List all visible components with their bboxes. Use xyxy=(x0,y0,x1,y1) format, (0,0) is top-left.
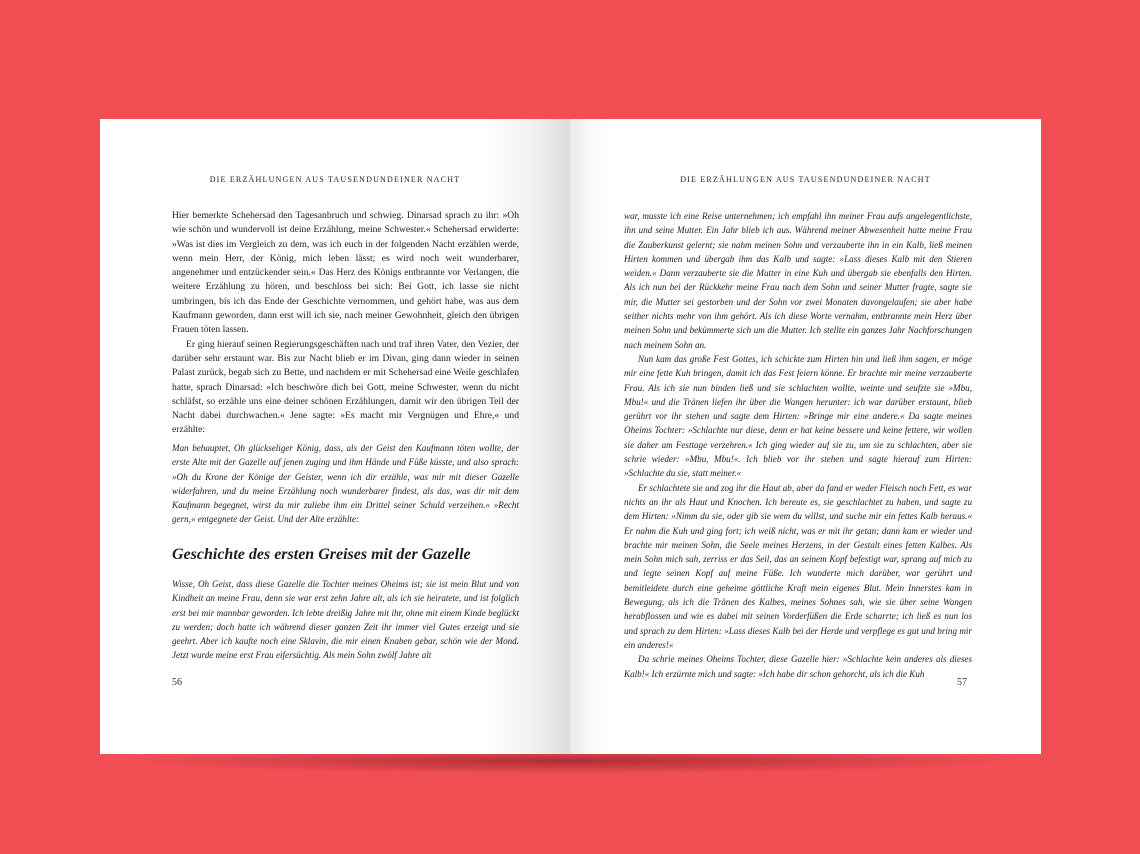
paragraph: Wisse, Oh Geist, dass diese Gazelle die Tochter meines Oheims ist; sie ist mein Blut und von Kindheit an meine Frau, denn sie war erst zehn Jahre alt, als ich sie heiratete, und ist folglich erst bei mir mannbar geworden. Ich lebte dreißig Jahre mit ihr, ohne mit einem Kinde beglückt zu werden; doch hatte ich während dieser ganzen Zeit ihr immer viel Gutes erzeigt und sie geehrt. Aber ich kaufte noch eine Sklavin, die mir einen Knaben gebar, schön wie der Mond. Jetzt wurde meine erst Frau eifersüchtig. Als mein Sohn zwölf Jahre alt xyxy=(172,579,519,661)
left-page xyxy=(100,119,570,754)
page-number: 56 xyxy=(172,677,182,688)
open-book xyxy=(100,119,1041,754)
paragraph: war, musste ich eine Reise unternehmen; ich empfahl ihn meiner Frau aufs angelegentlichste, ihn und seine Mutter. Ein Jahr blieb ich aus. Während meiner Abwesenheit hatte meine Frau die Zauberkunst gelernt; sie nahm meinen Sohn und verzauberte ihn in ein Kalb, ließ meinen Hirten kommen und übergab ihm das Kalb und sagte: »Lass dieses Kalb mit den Stieren weiden.« Dann verzauberte sie die Mutter in eine Kuh und übergab sie ebenfalls den Hirten. Als ich nun bei der Rückkehr meine Frau nach dem Sohn und seiner Mutter fragte, sagte sie mir, die Mutter sei gestorben und der Sohn vor zwei Monaten davongelaufen; sie aber habe seither nichts mehr von ihm gehört. Als ich diese Worte vernahm, entbrannte mein Herz über meinen Sohn und bekümmerte sich um die Mutter. Ich stellte ein ganzes Jahr Nachforschungen nach meinem Sohn an. xyxy=(624,211,972,350)
italic-passage xyxy=(624,209,972,681)
body-text xyxy=(172,209,519,438)
paragraph: Man behauptet, Oh glückseliger König, dass, als der Geist den Kaufmann töten wollte, der erste Alte mit der Gazelle auf jenen zuging und ihm Hände und Füße küsste, und also sprach: »Oh du Krone der Könige der Geister, wenn ich dir erzähle, was mir mit dieser Gazelle widerfahren, und du meine Erzählung noch wunderbarer findest, als das, was dir mit dem Kaufmann begegnet, wirst du mir zuliebe ihm ein Drittel seiner Schuld verzeihen.« »Recht gern,« entgegnete der Geist. Und der Alte erzählte: xyxy=(172,443,519,525)
paragraph: Er ging hierauf seinen Regierungsgeschäften nach und traf ihren Vater, den Vezier, der darüber sehr erstaunt war. Bis zur Nacht blieb er im Divan, ging dann wieder in seinen Palast zurück, begab sich zu Bette, und nachdem er mit Schehersad eine Weile geschlafen hatte, sprach Dinarsad: »Ich beschwöre dich bei Gott, meine Schwester, wenn du nicht schläfst, so erzähle uns eine deiner schönen Erzählungen, damit wir den übrigen Teil der Nacht dabei durchwachen.« Jene sagte: »Es macht mir Vergnügen und Ehre,« und erzählte: xyxy=(172,338,519,436)
running-head: DIE ERZÄHLUNGEN AUS TAUSENDUNDEINER NACHT xyxy=(680,175,931,184)
running-head: DIE ERZÄHLUNGEN AUS TAUSENDUNDEINER NACHT xyxy=(209,175,461,184)
right-page xyxy=(570,119,1041,754)
italic-passage xyxy=(172,441,519,527)
paragraph: Da schrie meines Oheims Tochter, diese Gazelle hier: »Schlachte kein anderes als dieses Kalb!« Ich erzürnte mich und sagte: »Ich habe dir schon gehorcht, als ich die Kuh xyxy=(624,654,972,679)
chapter-title: Geschichte des ersten Greises mit der Gazelle xyxy=(172,546,471,563)
page-number: 57 xyxy=(957,677,967,688)
paragraph: Nun kam das große Fest Gottes, ich schickte zum Hirten hin und ließ ihm sagen, er möge mir eine fette Kuh bringen, damit ich das Fest feiern könne. Er brachte mir meine verzauberte Frau. Als ich sie nun binden ließ und sie schlachten wollte, weinte und seufzte sie »Mbu, Mbu!« und die Tränen liefen ihr über die Wangen herunter: ich war darüber erstaunt, blieb gerührt vor ihr stehen und sagte dem Hirten: »Bringe mir eine andere.« Da sagte meines Oheims Tochter: »Schlachte nur diese, denn er hat keine bessere und keine fettere, wir wollen sie daher am Festtage verzehren.« Ich ging wieder auf sie zu, um sie zu schlachten, aber sie schrie wieder: »Mbu, Mbu!«. Ich blieb vor ihr stehen und sagte hierauf zum Hirten: »Schlachte du sie, statt meiner.« xyxy=(624,353,972,479)
paragraph: Er schlachtete sie und zog ihr die Haut ab, aber da fand er weder Fleisch noch Fett, es war nichts an ihr als Haut und Knochen. Ich bereute es, sie geschlachtet zu haben, und sagte zu dem Hirten: »Nimm du sie, oder gib sie wem du willst, und suche mir ein fettes Kalb heraus.« Er nahm die Kuh und ging fort; ich weiß nicht, was er mit ihr getan; dann kam er wieder und brachte mir meinen Sohn, die Seele meines Herzens, in der Gestalt eines fetten Kalbes. Als mein Sohn mich sah, zerriss er das Seil, das an seinem Kopf befestigt war, sprang auf mich zu und legte seinen Kopf auf meine Füße. Ich wunderte mich darüber, war gerührt und bemitleidete durch eine geheime göttliche Kraft mein eigenes Blut. Mein Innerstes kam in Bewegung, als ich die Tränen des Kalbes, meines Sohnes sah, wie sie über seine Wangen herabflossen und wie es dabei mit seinen Vorderfüßen die Erde scharrte; ich ließ es nun los und sprach zu dem Hirten: »Lass dieses Kalb bei der Herde und verpflege es gut und bring mir ein anderes!« xyxy=(624,482,972,650)
paragraph: Hier bemerkte Schehersad den Tagesanbruch und schwieg. Dinarsad sprach zu ihr: »Oh wie schön und wundervoll ist deine Erzählung, meine Schwester.« Schehersad erwiderte: »Was ist dies im Vergleich zu dem, was ich euch in der folgenden Nacht erzählen werde, wenn mein Herr, der König, mich leben lässt; es wird noch weit wunderbarer, angenehmer und entzückender sein.« Das Herz des Königs entbrannte vor Verlangen, die weitere Erzählung zu hören, und beschloss bei sich: Bei Gott, ich lasse sie nicht umbringen, bis ich das Ende der Geschichte vernommen, und gehört habe, was aus dem Kaufmann geworden, dann erst will ich sie, nach meiner Gewohnheit, gleich den übrigen Frauen töten lassen. xyxy=(172,210,519,336)
italic-passage xyxy=(172,577,519,663)
